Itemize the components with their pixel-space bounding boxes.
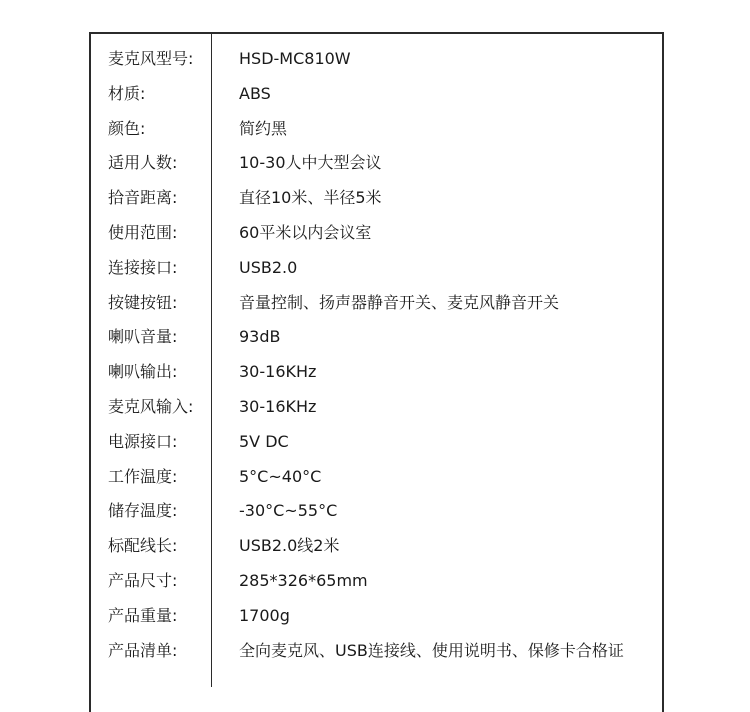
- spec-value: 285*326*65mm: [239, 571, 368, 590]
- spec-row-pickup-distance: [91, 181, 662, 216]
- spec-value: 音量控制、扬声器静音开关、麦克风静音开关: [239, 292, 560, 312]
- spec-label: 产品尺寸:: [108, 571, 178, 590]
- spec-row-interface: [91, 251, 662, 286]
- spec-label: 使用范围:: [108, 223, 178, 242]
- spec-label: 产品清单:: [108, 640, 178, 660]
- spec-label: 标配线长:: [108, 536, 178, 556]
- spec-value: ABS: [239, 83, 271, 103]
- spec-value: -30°C~55°C: [239, 501, 338, 521]
- spec-row-package-contents: [91, 634, 662, 669]
- spec-value: 60平米以内会议室: [239, 223, 372, 242]
- spec-value: 93dB: [239, 327, 281, 347]
- spec-value: 直径10米、半径5米: [239, 188, 382, 208]
- spec-label: 电源接口:: [108, 431, 178, 451]
- spec-row-material: [91, 77, 662, 112]
- spec-value: 30-16KHz: [239, 362, 317, 382]
- spec-row-storage-temp: [91, 494, 662, 529]
- spec-row-mic-input: [91, 390, 662, 425]
- spec-label: 按键按钮:: [108, 292, 178, 312]
- spec-label: 连接接口:: [108, 257, 178, 277]
- spec-row-buttons: [91, 286, 662, 321]
- spec-value: USB2.0线2米: [239, 536, 340, 556]
- spec-value: 全向麦克风、USB连接线、使用说明书、保修卡合格证: [239, 640, 624, 660]
- spec-row-speaker-volume: [91, 320, 662, 355]
- spec-row-operating-temp: [91, 460, 662, 495]
- spec-row-dimensions: [91, 564, 662, 599]
- spec-value: 1700g: [239, 605, 290, 625]
- spec-row-color: [91, 112, 662, 147]
- spec-label: 麦克风型号:: [108, 49, 194, 68]
- spec-value: 5°C~40°C: [239, 466, 322, 486]
- spec-row-cable-length: [91, 529, 662, 564]
- spec-label: 拾音距离:: [108, 188, 178, 208]
- spec-value: 5V DC: [239, 431, 289, 451]
- spec-label: 喇叭输出:: [108, 362, 178, 382]
- spec-row-capacity: [91, 146, 662, 181]
- spec-label: 储存温度:: [108, 501, 178, 521]
- spec-value: 10-30人中大型会议: [239, 153, 382, 173]
- spec-row-model: [91, 42, 662, 77]
- spec-label: 喇叭音量:: [108, 327, 178, 347]
- spec-value: 简约黑: [239, 118, 288, 138]
- spec-label: 麦克风输入:: [108, 397, 194, 416]
- spec-label: 材质:: [108, 83, 146, 103]
- spec-value: USB2.0: [239, 257, 298, 277]
- spec-label: 颜色:: [108, 118, 146, 138]
- spec-label: 工作温度:: [108, 466, 178, 486]
- spec-value: 30-16KHz: [239, 397, 317, 416]
- spec-value: HSD-MC810W: [239, 49, 351, 68]
- spec-row-usage-range: [91, 216, 662, 251]
- spec-row-power: [91, 425, 662, 460]
- spec-label: 适用人数:: [108, 153, 178, 173]
- spec-label: 产品重量:: [108, 605, 178, 625]
- spec-row-weight: [91, 599, 662, 634]
- spec-row-speaker-output: [91, 355, 662, 390]
